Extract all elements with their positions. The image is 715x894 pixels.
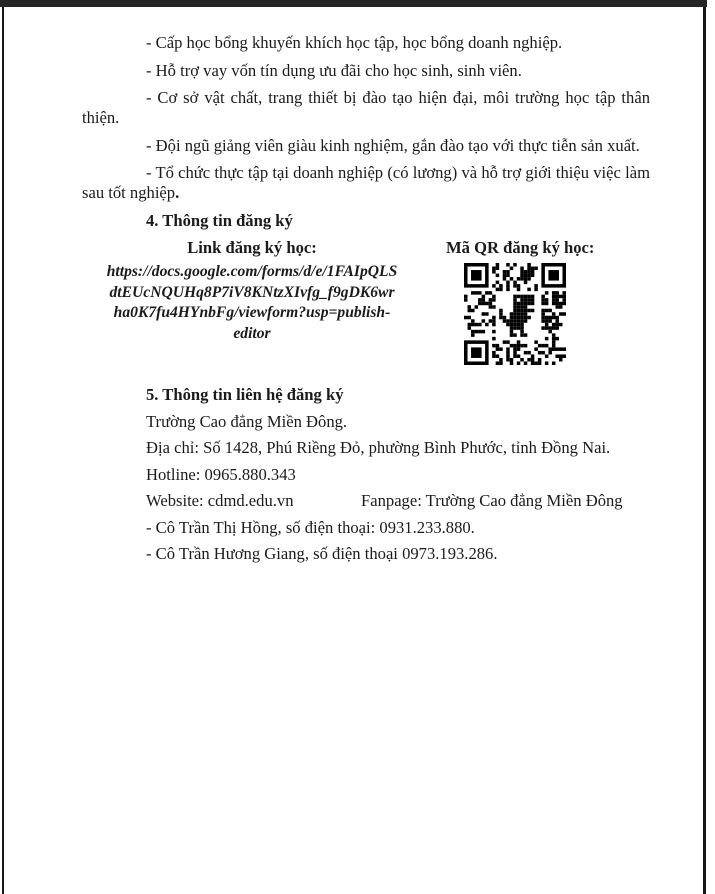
registration-row bbox=[82, 238, 650, 370]
url-line: ha0K7fu4HYnbFg/viewform?usp=publish- bbox=[113, 304, 391, 321]
contact-person-1: - Cô Trần Thị Hồng, số điện thoại: 0931.233.880. bbox=[146, 517, 475, 537]
url-line: dtEUcNQUHq8P7iV8KNtzXIvfg_f9gDK6wr bbox=[109, 283, 395, 301]
contact-person-2: - Cô Trần Hương Giang, số điện thoại 0973.193.286. bbox=[146, 544, 498, 563]
website-fanpage-line bbox=[146, 491, 650, 511]
section4-heading: 4. Thông tin đăng ký bbox=[146, 210, 293, 230]
bold-period: . bbox=[175, 183, 180, 202]
benefit-item-loan: - Hỗ trợ vay vốn tín dụng ưu đãi cho học sinh, sinh viên. bbox=[146, 60, 522, 80]
document-body bbox=[82, 33, 650, 571]
website-text: Website: cdmd.edu.vn bbox=[146, 491, 294, 510]
page-right-border bbox=[703, 7, 706, 894]
benefit-item-internship bbox=[82, 163, 650, 203]
registration-link-column bbox=[82, 238, 422, 370]
benefit-item-lecturers: - Đội ngũ giảng viên giàu kinh nghiệm, gắn đào tạo với thực tiễn sản xuất. bbox=[146, 135, 640, 155]
hotline-line: Hotline: 0965.880.343 bbox=[146, 464, 296, 484]
url-line: editor bbox=[233, 324, 271, 342]
qr-label: Mã QR đăng ký học: bbox=[446, 238, 595, 257]
address-line: Địa chỉ: Số 1428, Phú Riềng Đỏ, phường Bình Phước, tỉnh Đồng Nai. bbox=[146, 438, 611, 457]
fanpage-text: Fanpage: Trường Cao đẳng Miền Đông bbox=[361, 491, 623, 510]
registration-qr-column bbox=[446, 238, 594, 370]
school-name: Trường Cao đẳng Miền Đông. bbox=[146, 411, 348, 431]
qr-code bbox=[464, 263, 566, 365]
registration-url-link[interactable] bbox=[82, 262, 422, 344]
benefit-item-facilities: - Cơ sở vật chất, trang thiết bị đào tạo hiện đại, môi trường học tập thân thiện. bbox=[82, 88, 650, 127]
contact-section bbox=[82, 385, 650, 564]
url-line: https://docs.google.com/forms/d/e/1FAIpQLS bbox=[106, 263, 398, 280]
benefit-item-internship-text: - Tổ chức thực tập tại doanh nghiệp (có lương) và hỗ trợ giới thiệu việc làm sau tốt nghiệp bbox=[82, 163, 650, 202]
benefit-item-scholarship: - Cấp học bổng khuyến khích học tập, học bổng doanh nghiệp. bbox=[146, 33, 563, 52]
section5-heading: 5. Thông tin liên hệ đăng ký bbox=[146, 385, 344, 404]
page-left-border bbox=[2, 7, 4, 894]
window-top-bar bbox=[0, 0, 707, 7]
link-label: Link đăng ký học: bbox=[187, 238, 317, 257]
